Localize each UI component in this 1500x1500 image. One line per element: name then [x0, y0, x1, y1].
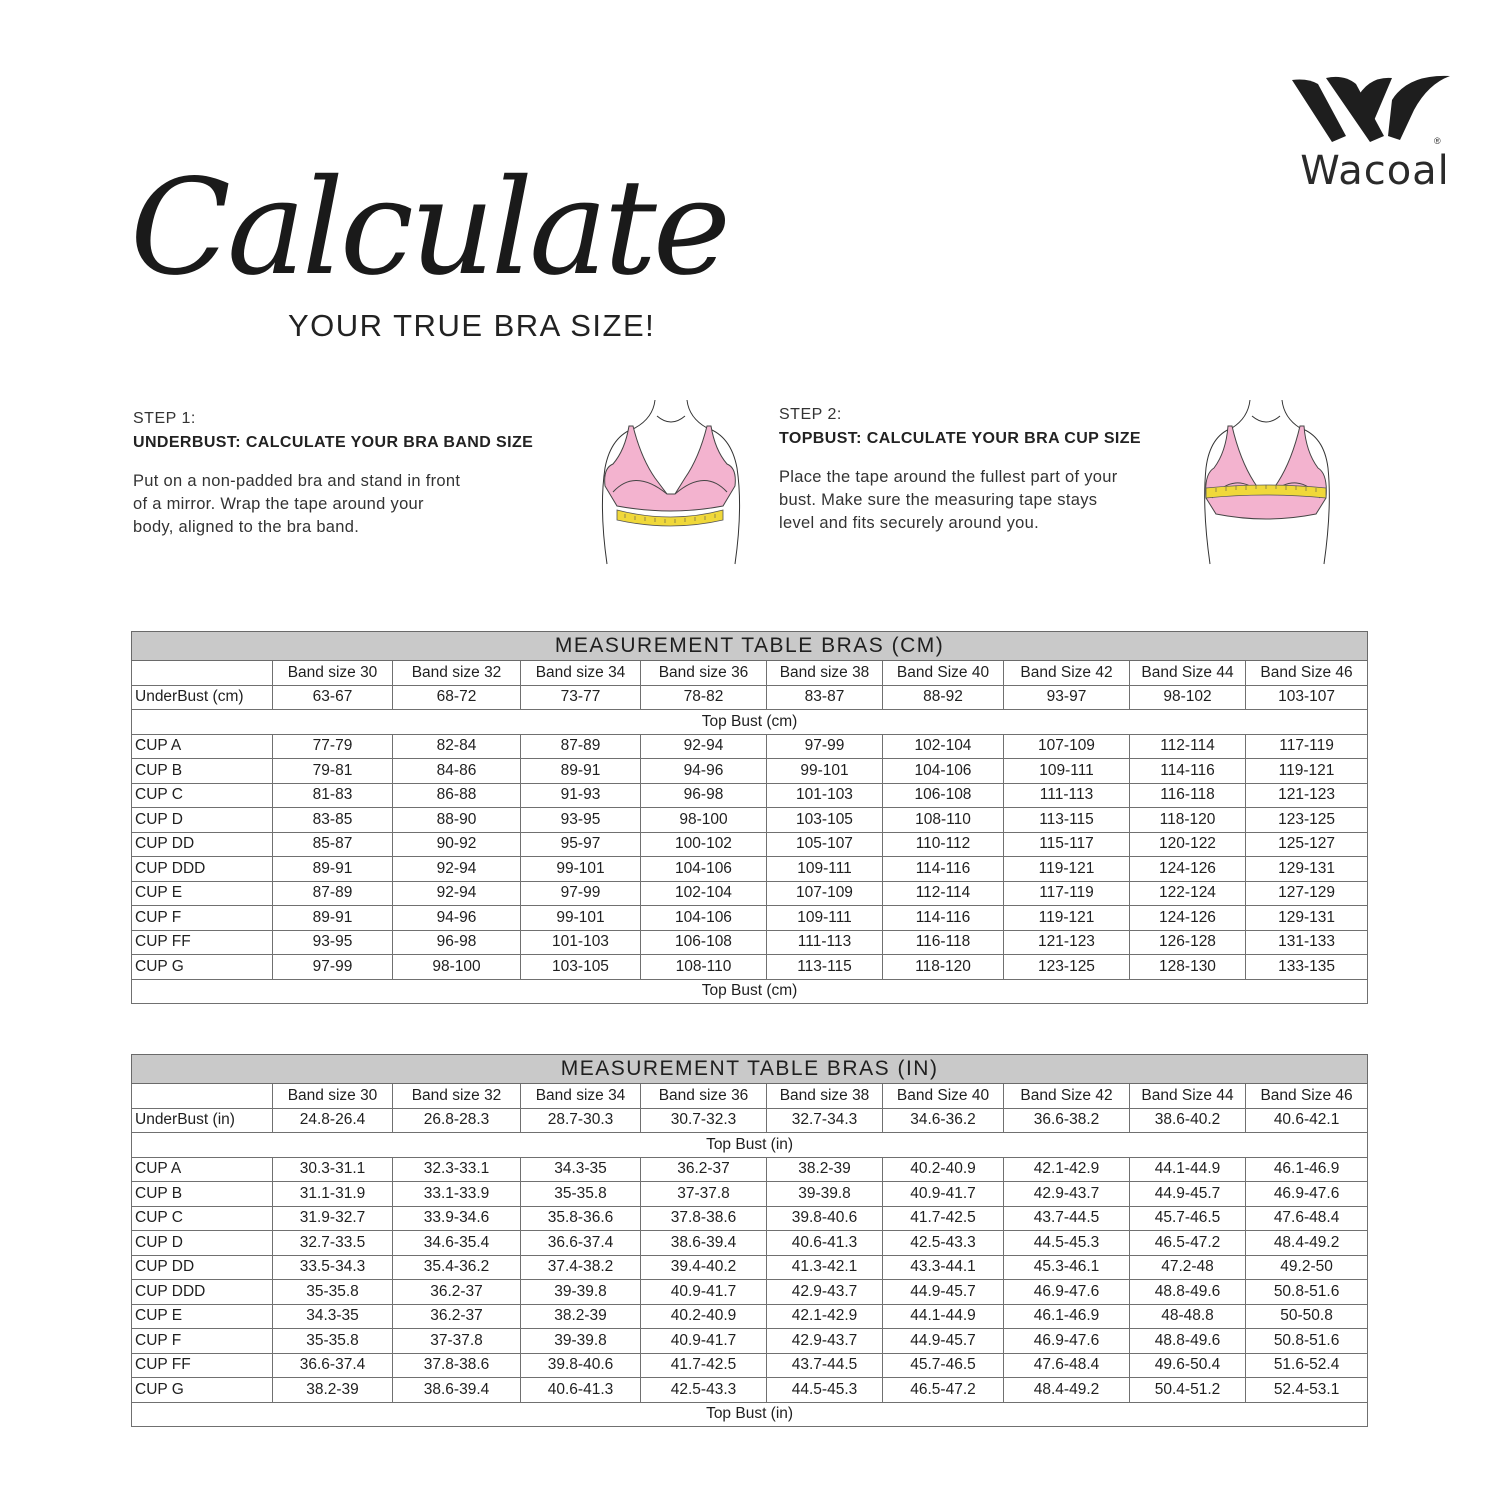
- table-cell: 105-107: [767, 832, 883, 857]
- band-header: Band Size 40: [883, 661, 1004, 686]
- table-cell: 124-126: [1130, 906, 1246, 931]
- table-cell: 47.6-48.4: [1004, 1353, 1130, 1378]
- cup-label: CUP B: [132, 1182, 273, 1207]
- table-cell: 37-37.8: [641, 1182, 767, 1207]
- table-cell: 44.5-45.3: [767, 1378, 883, 1403]
- band-header: Band size 38: [767, 1084, 883, 1109]
- table-cell: 104-106: [641, 857, 767, 882]
- table-cell: 91-93: [521, 783, 641, 808]
- table-cell: 102-104: [883, 734, 1004, 759]
- cup-row: [132, 1304, 1368, 1329]
- cup-row: [132, 734, 1368, 759]
- table-cell: 109-111: [1004, 759, 1130, 784]
- table-cell: 99-101: [521, 906, 641, 931]
- cup-row: [132, 857, 1368, 882]
- table-cell: 44.1-44.9: [1130, 1157, 1246, 1182]
- table-cell: 122-124: [1130, 881, 1246, 906]
- table-cell: 89-91: [521, 759, 641, 784]
- table-cell: 97-99: [767, 734, 883, 759]
- cup-label: CUP E: [132, 1304, 273, 1329]
- topbust-subheader: Top Bust (in): [132, 1133, 1368, 1158]
- table-cell: 77-79: [273, 734, 393, 759]
- table-cell: 96-98: [641, 783, 767, 808]
- script-title: Calculate: [130, 151, 727, 305]
- table-cell: 92-94: [393, 881, 521, 906]
- table-cell: 33.1-33.9: [393, 1182, 521, 1207]
- table-cell: 41.3-42.1: [767, 1255, 883, 1280]
- table-cell: 48.8-49.6: [1130, 1280, 1246, 1305]
- band-header: Band Size 46: [1246, 1084, 1368, 1109]
- table-cell: 45.3-46.1: [1004, 1255, 1130, 1280]
- topbust-footer: Top Bust (in): [132, 1402, 1368, 1427]
- table-cell: 46.1-46.9: [1004, 1304, 1130, 1329]
- empty-corner-cell: [132, 661, 273, 686]
- table-cell: 103-105: [767, 808, 883, 833]
- table-cell: 46.1-46.9: [1246, 1157, 1368, 1182]
- table-cell: 128-130: [1130, 955, 1246, 980]
- table-cell: 36.6-38.2: [1004, 1108, 1130, 1133]
- table-cell: 33.9-34.6: [393, 1206, 521, 1231]
- table-cell: 89-91: [273, 857, 393, 882]
- step-1-text: Put on a non-padded bra and stand in front of a mirror. Wrap the tape around your body, aligned to the bra band.: [133, 472, 461, 536]
- cup-label: CUP D: [132, 1231, 273, 1256]
- band-header: Band size 36: [641, 1084, 767, 1109]
- underbust-row: [132, 685, 1368, 710]
- table-cell: 84-86: [393, 759, 521, 784]
- table-cell: 88-90: [393, 808, 521, 833]
- cup-row: [132, 808, 1368, 833]
- table-cell: 123-125: [1246, 808, 1368, 833]
- table-cell: 43.7-44.5: [1004, 1206, 1130, 1231]
- table-cell: 42.5-43.3: [641, 1378, 767, 1403]
- table-cell: 48.4-49.2: [1246, 1231, 1368, 1256]
- table-cell: 89-91: [273, 906, 393, 931]
- table-cell: 36.2-37: [641, 1157, 767, 1182]
- table-cell: 117-119: [1004, 881, 1130, 906]
- band-header-row: [132, 661, 1368, 686]
- underbust-row: [132, 1108, 1368, 1133]
- table-cell: 110-112: [883, 832, 1004, 857]
- table-cell: 82-84: [393, 734, 521, 759]
- cup-label: CUP DDD: [132, 1280, 273, 1305]
- brand-name: Wacoal: [1300, 148, 1450, 194]
- table-cell: 111-113: [1004, 783, 1130, 808]
- table-cell: 98-102: [1130, 685, 1246, 710]
- table-cell: 107-109: [1004, 734, 1130, 759]
- table-cell: 45.7-46.5: [1130, 1206, 1246, 1231]
- table-cell: 40.2-40.9: [641, 1304, 767, 1329]
- cup-row: [132, 955, 1368, 980]
- table-cell: 106-108: [641, 930, 767, 955]
- table-cell: 93-95: [521, 808, 641, 833]
- cup-label: CUP A: [132, 1157, 273, 1182]
- table-cell: 115-117: [1004, 832, 1130, 857]
- table-cell: 41.7-42.5: [641, 1353, 767, 1378]
- cup-row: [132, 1329, 1368, 1354]
- table-cell: 73-77: [521, 685, 641, 710]
- cup-row: [132, 1353, 1368, 1378]
- table-cell: 87-89: [273, 881, 393, 906]
- step-2-label: STEP 2:: [779, 406, 842, 423]
- cup-label: CUP C: [132, 783, 273, 808]
- table-cell: 44.1-44.9: [883, 1304, 1004, 1329]
- cup-label: CUP DD: [132, 1255, 273, 1280]
- band-header: Band size 30: [273, 661, 393, 686]
- table-cell: 42.9-43.7: [767, 1329, 883, 1354]
- table-cell: 39.8-40.6: [521, 1353, 641, 1378]
- table-cell: 133-135: [1246, 955, 1368, 980]
- band-header: Band Size 44: [1130, 1084, 1246, 1109]
- table-cell: 39.4-40.2: [641, 1255, 767, 1280]
- table-cell: 118-120: [883, 955, 1004, 980]
- table-cell: 38.2-39: [273, 1378, 393, 1403]
- table-cell: 39-39.8: [521, 1280, 641, 1305]
- cup-row: [132, 783, 1368, 808]
- band-header: Band size 32: [393, 661, 521, 686]
- table-cell: 40.9-41.7: [641, 1329, 767, 1354]
- table-cell: 118-120: [1130, 808, 1246, 833]
- table-cell: 95-97: [521, 832, 641, 857]
- table-cell: 44.9-45.7: [1130, 1182, 1246, 1207]
- band-header: Band Size 46: [1246, 661, 1368, 686]
- step-2: [779, 406, 1199, 535]
- table-cell: 119-121: [1004, 906, 1130, 931]
- table-cell: 97-99: [521, 881, 641, 906]
- table-cell: 88-92: [883, 685, 1004, 710]
- table-cell: 38.6-40.2: [1130, 1108, 1246, 1133]
- table-cell: 124-126: [1130, 857, 1246, 882]
- table-cell: 86-88: [393, 783, 521, 808]
- cup-row: [132, 832, 1368, 857]
- table-cell: 129-131: [1246, 857, 1368, 882]
- subtitle: YOUR TRUE BRA SIZE!: [288, 308, 656, 343]
- table-cell: 35-35.8: [273, 1329, 393, 1354]
- cup-row: [132, 1182, 1368, 1207]
- cup-row: [132, 1157, 1368, 1182]
- cup-label: CUP G: [132, 955, 273, 980]
- table-cell: 33.5-34.3: [273, 1255, 393, 1280]
- table-cell: 42.5-43.3: [883, 1231, 1004, 1256]
- step-1-heading: UNDERBUST: CALCULATE YOUR BRA BAND SIZE: [133, 434, 534, 451]
- table-cell: 46.9-47.6: [1004, 1280, 1130, 1305]
- cup-rows: [132, 1157, 1368, 1402]
- table-cell: 127-129: [1246, 881, 1368, 906]
- table-cell: 34.3-35: [521, 1157, 641, 1182]
- table-cell: 46.9-47.6: [1246, 1182, 1368, 1207]
- band-header: Band size 34: [521, 661, 641, 686]
- table-cell: 112-114: [883, 881, 1004, 906]
- table-cell: 116-118: [883, 930, 1004, 955]
- table-cell: 92-94: [641, 734, 767, 759]
- table-cell: 47.6-48.4: [1246, 1206, 1368, 1231]
- registered-mark: ®: [1434, 136, 1441, 146]
- topbust-footer: Top Bust (cm): [132, 979, 1368, 1004]
- band-header: Band Size 42: [1004, 661, 1130, 686]
- table-cell: 37-37.8: [393, 1329, 521, 1354]
- table-title: MEASUREMENT TABLE BRAS (IN): [132, 1055, 1368, 1084]
- band-header: Band size 30: [273, 1084, 393, 1109]
- table-cell: 35-35.8: [273, 1280, 393, 1305]
- wacoal-logo: [1288, 70, 1458, 195]
- table-cell: 31.1-31.9: [273, 1182, 393, 1207]
- table-cell: 83-85: [273, 808, 393, 833]
- table-cell: 68-72: [393, 685, 521, 710]
- table-cell: 109-111: [767, 857, 883, 882]
- table-cell: 38.2-39: [521, 1304, 641, 1329]
- table-cell: 34.3-35: [273, 1304, 393, 1329]
- table-cell: 43.3-44.1: [883, 1255, 1004, 1280]
- cup-row: [132, 1255, 1368, 1280]
- table-cell: 31.9-32.7: [273, 1206, 393, 1231]
- table-cell: 44.9-45.7: [883, 1280, 1004, 1305]
- step-1: [133, 410, 583, 539]
- table-cell: 36.2-37: [393, 1280, 521, 1305]
- table-cell: 35-35.8: [521, 1182, 641, 1207]
- cup-label: CUP F: [132, 1329, 273, 1354]
- step-2-heading: TOPBUST: CALCULATE YOUR BRA CUP SIZE: [779, 430, 1141, 447]
- table-cell: 35.8-36.6: [521, 1206, 641, 1231]
- table-cell: 94-96: [393, 906, 521, 931]
- table-cell: 32.7-33.5: [273, 1231, 393, 1256]
- cup-label: CUP F: [132, 906, 273, 931]
- table-cell: 32.3-33.1: [393, 1157, 521, 1182]
- table-cell: 103-105: [521, 955, 641, 980]
- table-cell: 96-98: [393, 930, 521, 955]
- table-cell: 37.8-38.6: [641, 1206, 767, 1231]
- cup-label: CUP DD: [132, 832, 273, 857]
- table-cell: 40.6-41.3: [521, 1378, 641, 1403]
- table-cell: 116-118: [1130, 783, 1246, 808]
- table-cell: 38.2-39: [767, 1157, 883, 1182]
- table-cell: 114-116: [1130, 759, 1246, 784]
- cup-label: CUP DDD: [132, 857, 273, 882]
- table-cell: 51.6-52.4: [1246, 1353, 1368, 1378]
- cup-row: [132, 930, 1368, 955]
- table-cell: 125-127: [1246, 832, 1368, 857]
- band-header: Band size 32: [393, 1084, 521, 1109]
- table-cell: 48-48.8: [1130, 1304, 1246, 1329]
- table-cell: 90-92: [393, 832, 521, 857]
- cup-row: [132, 1280, 1368, 1305]
- table-cell: 37.8-38.6: [393, 1353, 521, 1378]
- cup-rows: [132, 734, 1368, 979]
- step-2-text: Place the tape around the fullest part of your bust. Make sure the measuring tape stays level and fits securely around you.: [779, 468, 1118, 532]
- table-cell: 106-108: [883, 783, 1004, 808]
- table-cell: 34.6-35.4: [393, 1231, 521, 1256]
- table-cell: 63-67: [273, 685, 393, 710]
- table-cell: 42.9-43.7: [1004, 1182, 1130, 1207]
- table-cell: 45.7-46.5: [883, 1353, 1004, 1378]
- table-cell: 113-115: [1004, 808, 1130, 833]
- band-header: Band size 34: [521, 1084, 641, 1109]
- table-cell: 81-83: [273, 783, 393, 808]
- table-cell: 32.7-34.3: [767, 1108, 883, 1133]
- table-cell: 36.6-37.4: [273, 1353, 393, 1378]
- table-cell: 121-123: [1246, 783, 1368, 808]
- cup-row: [132, 759, 1368, 784]
- wacoal-w-emblem-icon: [1288, 70, 1458, 150]
- topbust-illustration: [1200, 398, 1340, 566]
- table-cell: 126-128: [1130, 930, 1246, 955]
- topbust-subheader: Top Bust (cm): [132, 710, 1368, 735]
- table-cell: 50.8-51.6: [1246, 1329, 1368, 1354]
- table-cell: 38.6-39.4: [641, 1231, 767, 1256]
- table-cell: 47.2-48: [1130, 1255, 1246, 1280]
- table-cell: 39-39.8: [767, 1182, 883, 1207]
- table-cell: 104-106: [883, 759, 1004, 784]
- table-cell: 44.9-45.7: [883, 1329, 1004, 1354]
- row-label: UnderBust (cm): [132, 685, 273, 710]
- table-cell: 37.4-38.2: [521, 1255, 641, 1280]
- table-cell: 44.5-45.3: [1004, 1231, 1130, 1256]
- table-cell: 131-133: [1246, 930, 1368, 955]
- table-cell: 120-122: [1130, 832, 1246, 857]
- table-cell: 93-95: [273, 930, 393, 955]
- table-cell: 104-106: [641, 906, 767, 931]
- table-cell: 38.6-39.4: [393, 1378, 521, 1403]
- table-cell: 100-102: [641, 832, 767, 857]
- table-cell: 49.6-50.4: [1130, 1353, 1246, 1378]
- band-header: Band Size 40: [883, 1084, 1004, 1109]
- table-cell: 119-121: [1246, 759, 1368, 784]
- table-cell: 39.8-40.6: [767, 1206, 883, 1231]
- cup-label: CUP D: [132, 808, 273, 833]
- table-cell: 40.9-41.7: [883, 1182, 1004, 1207]
- table-cell: 42.9-43.7: [767, 1280, 883, 1305]
- table-cell: 52.4-53.1: [1246, 1378, 1368, 1403]
- cup-row: [132, 1378, 1368, 1403]
- table-cell: 85-87: [273, 832, 393, 857]
- table-cell: 123-125: [1004, 955, 1130, 980]
- table-cell: 107-109: [767, 881, 883, 906]
- band-header-row: [132, 1084, 1368, 1109]
- table-cell: 41.7-42.5: [883, 1206, 1004, 1231]
- table-cell: 40.6-42.1: [1246, 1108, 1368, 1133]
- underbust-illustration: [595, 398, 765, 566]
- measurement-table-cm: [131, 631, 1368, 1004]
- band-header: Band size 38: [767, 661, 883, 686]
- cup-label: CUP B: [132, 759, 273, 784]
- step-1-label: STEP 1:: [133, 410, 196, 427]
- table-cell: 112-114: [1130, 734, 1246, 759]
- table-cell: 121-123: [1004, 930, 1130, 955]
- table-cell: 24.8-26.4: [273, 1108, 393, 1133]
- table-cell: 98-100: [641, 808, 767, 833]
- row-label: UnderBust (in): [132, 1108, 273, 1133]
- cup-label: CUP C: [132, 1206, 273, 1231]
- table-cell: 28.7-30.3: [521, 1108, 641, 1133]
- table-cell: 42.1-42.9: [1004, 1157, 1130, 1182]
- table-cell: 108-110: [883, 808, 1004, 833]
- table-cell: 114-116: [883, 906, 1004, 931]
- table-cell: 99-101: [521, 857, 641, 882]
- cup-label: CUP FF: [132, 930, 273, 955]
- table-cell: 79-81: [273, 759, 393, 784]
- table-cell: 50-50.8: [1246, 1304, 1368, 1329]
- table-cell: 87-89: [521, 734, 641, 759]
- cup-label: CUP A: [132, 734, 273, 759]
- table-cell: 49.2-50: [1246, 1255, 1368, 1280]
- measurement-table-in: [131, 1054, 1368, 1427]
- table-cell: 26.8-28.3: [393, 1108, 521, 1133]
- table-cell: 35.4-36.2: [393, 1255, 521, 1280]
- table-cell: 103-107: [1246, 685, 1368, 710]
- cup-row: [132, 906, 1368, 931]
- table-cell: 93-97: [1004, 685, 1130, 710]
- table-cell: 117-119: [1246, 734, 1368, 759]
- empty-corner-cell: [132, 1084, 273, 1109]
- table-cell: 36.6-37.4: [521, 1231, 641, 1256]
- table-cell: 101-103: [521, 930, 641, 955]
- table-cell: 40.2-40.9: [883, 1157, 1004, 1182]
- table-cell: 113-115: [767, 955, 883, 980]
- table-cell: 34.6-36.2: [883, 1108, 1004, 1133]
- table-cell: 83-87: [767, 685, 883, 710]
- table-cell: 78-82: [641, 685, 767, 710]
- table-cell: 114-116: [883, 857, 1004, 882]
- table-cell: 97-99: [273, 955, 393, 980]
- band-header: Band size 36: [641, 661, 767, 686]
- band-header: Band Size 42: [1004, 1084, 1130, 1109]
- table-cell: 40.6-41.3: [767, 1231, 883, 1256]
- table-cell: 102-104: [641, 881, 767, 906]
- table-cell: 50.8-51.6: [1246, 1280, 1368, 1305]
- table-cell: 42.1-42.9: [767, 1304, 883, 1329]
- table-cell: 108-110: [641, 955, 767, 980]
- table-cell: 92-94: [393, 857, 521, 882]
- table-cell: 98-100: [393, 955, 521, 980]
- table-cell: 111-113: [767, 930, 883, 955]
- band-header: Band Size 44: [1130, 661, 1246, 686]
- table-title: MEASUREMENT TABLE BRAS (CM): [132, 632, 1368, 661]
- table-cell: 129-131: [1246, 906, 1368, 931]
- table-cell: 30.3-31.1: [273, 1157, 393, 1182]
- table-cell: 30.7-32.3: [641, 1108, 767, 1133]
- table-cell: 40.9-41.7: [641, 1280, 767, 1305]
- table-cell: 48.4-49.2: [1004, 1378, 1130, 1403]
- table-cell: 36.2-37: [393, 1304, 521, 1329]
- cup-row: [132, 1231, 1368, 1256]
- table-cell: 46.9-47.6: [1004, 1329, 1130, 1354]
- cup-label: CUP G: [132, 1378, 273, 1403]
- table-cell: 109-111: [767, 906, 883, 931]
- cup-label: CUP FF: [132, 1353, 273, 1378]
- table-cell: 50.4-51.2: [1130, 1378, 1246, 1403]
- table-cell: 101-103: [767, 783, 883, 808]
- table-cell: 43.7-44.5: [767, 1353, 883, 1378]
- table-cell: 46.5-47.2: [1130, 1231, 1246, 1256]
- cup-row: [132, 1206, 1368, 1231]
- table-cell: 99-101: [767, 759, 883, 784]
- cup-row: [132, 881, 1368, 906]
- table-cell: 119-121: [1004, 857, 1130, 882]
- table-cell: 94-96: [641, 759, 767, 784]
- cup-label: CUP E: [132, 881, 273, 906]
- table-cell: 48.8-49.6: [1130, 1329, 1246, 1354]
- table-cell: 39-39.8: [521, 1329, 641, 1354]
- table-cell: 46.5-47.2: [883, 1378, 1004, 1403]
